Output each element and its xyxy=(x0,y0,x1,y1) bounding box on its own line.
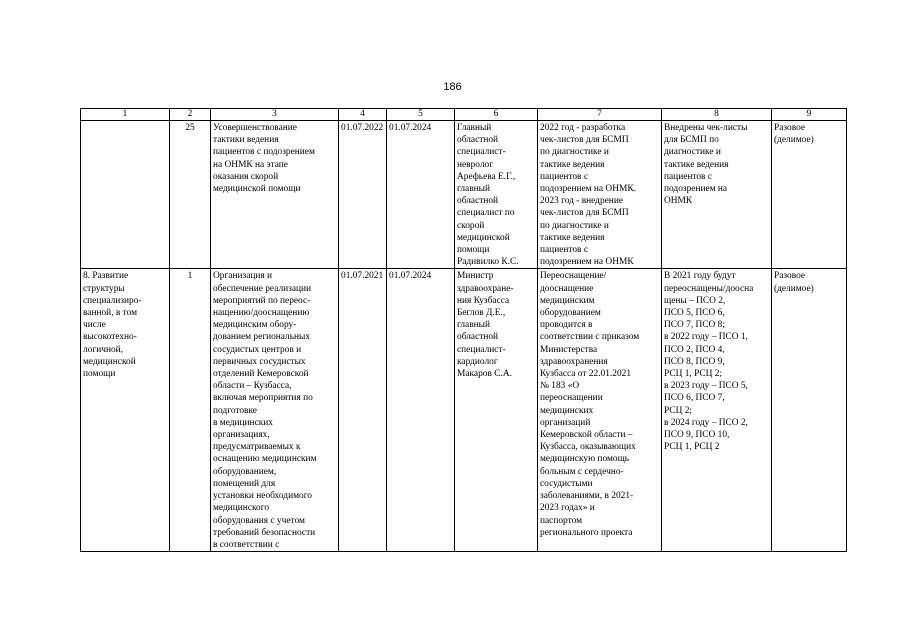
column-number: 6 xyxy=(455,109,538,121)
column-number: 2 xyxy=(170,109,211,121)
type-cell: Разовое (делимое) xyxy=(772,269,847,552)
end-date-cell: 01.07.2024 xyxy=(387,121,455,269)
column-number: 5 xyxy=(387,109,455,121)
table-row xyxy=(81,269,847,552)
measures-table xyxy=(80,108,847,552)
page-number: 186 xyxy=(443,81,462,93)
measure-cell: Усовершенствование тактики ведения пациентов с подозрением на ОНМК на этапе оказания скорой медицинской помощи xyxy=(211,121,339,269)
column-number: 3 xyxy=(211,109,339,121)
item-number-cell: 1 xyxy=(170,269,211,552)
section-cell: 8. Развитие структуры специализиро- ванной, в том числе высокотехно- логичной, медицинской помощи xyxy=(81,269,170,552)
characteristic-cell: 2022 год - разработка чек-листов для БСМП по диагностике и тактике ведения пациентов с подозрением на ОНМК. 2023 год - внедрение чек-листов для БСМП по диагностике и тактике ведения пациентов с подозрением на ОНМК xyxy=(538,121,662,269)
section-cell xyxy=(81,121,170,269)
column-number-row xyxy=(81,109,847,121)
start-date-cell: 01.07.2022 xyxy=(339,121,387,269)
measure-cell: Организация и обеспечение реализации мероприятий по переос- нащению/дооснащению медицинским обору- дованием региональных сосудистых центров и первичных сосудистых отделений Кемеровской области – Кузбасса, включая мероприятия по подготовке в медицинских организациях, предусматриваемых к оснащению медицинским оборудованием, помещений для установки необходимого медицинского оборудования с учетом требований безопасности в соответствии с xyxy=(211,269,339,552)
responsible-cell: Главный областной специалист- невролог Арефьева Е.Г., главный областной специалист по скорой медицинской помощи Радивилко К.С. xyxy=(455,121,538,269)
end-date-cell: 01.07.2024 xyxy=(387,269,455,552)
column-number: 4 xyxy=(339,109,387,121)
column-number: 1 xyxy=(81,109,170,121)
column-number: 7 xyxy=(538,109,662,121)
type-cell: Разовое (делимое) xyxy=(772,121,847,269)
result-cell: В 2021 году будут переоснащены/дооснa щены – ПСО 2, ПСО 5, ПСО 6, ПСО 7, ПСО 8; в 2022 году – ПСО 1, ПСО 2, ПСО 4, ПСО 8, ПСО 9, РСЦ 1, РСЦ 2; в 2023 году – ПСО 5, ПСО 6, ПСО 7, РСЦ 2; в 2024 году – ПСО 2, ПСО 9, ПСО 10, РСЦ 1, РСЦ 2 xyxy=(662,269,772,552)
characteristic-cell: Переоснащение/ дооснащение медицинским оборудованием проводится в соответствии с приказом Министерства здравоохранения Кузбасса от 22.01.2021 № 183 «О переоснащении медицинских организаций Кемеровской области – Кузбасса, оказывающих медицинскую помощь больным с сердечно- сосудистыми заболеваниями, в 2021- 2023 годах» и паспортом регионального проекта xyxy=(538,269,662,552)
result-cell: Внедрены чек-листы для БСМП по диагностике и тактике ведения пациентов с подозрением на ОНМК xyxy=(662,121,772,269)
start-date-cell: 01.07.2021 xyxy=(339,269,387,552)
column-number: 9 xyxy=(772,109,847,121)
column-number: 8 xyxy=(662,109,772,121)
responsible-cell: Министр здравоохране- ния Кузбасса Беглов Д.Е., главный областной специалист- кардиолог Макаров С.А. xyxy=(455,269,538,552)
item-number-cell: 25 xyxy=(170,121,211,269)
table-row xyxy=(81,121,847,269)
